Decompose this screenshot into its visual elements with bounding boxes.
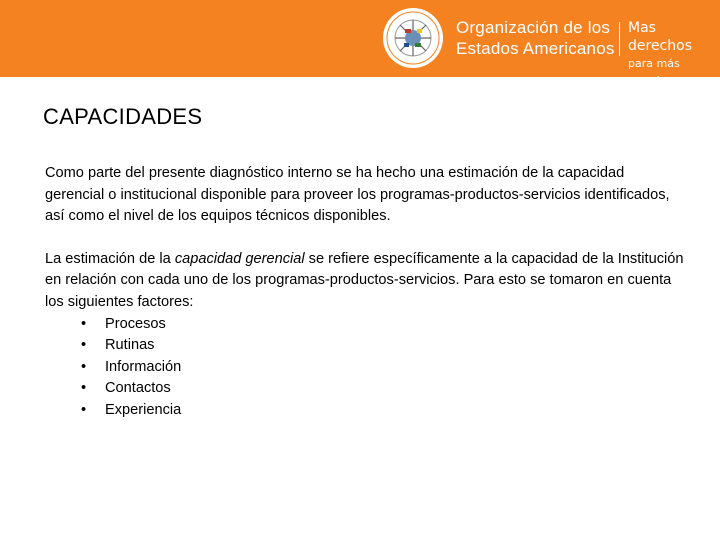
bullet-icon: •	[81, 337, 87, 354]
slogan-line1: Mas derechos	[628, 20, 692, 54]
oas-seal-icon	[382, 7, 444, 69]
page-title: CAPACIDADES	[43, 104, 203, 129]
paragraph-2	[45, 249, 685, 314]
paragraph-1: Como parte del presente diagnóstico interno se ha hecho una estimación de la capacidad gerencial o institucional disponible para proveer los programas-productos-servicios identificados, así como el nivel de los equipos técnicos disponibles.	[45, 165, 670, 225]
list-item-label: Procesos	[105, 315, 166, 332]
slogan-line2a: para más	[628, 57, 680, 70]
slogan	[628, 19, 720, 93]
list-item-label: Rutinas	[105, 337, 155, 354]
list-item-label: Experiencia	[105, 401, 182, 418]
header-divider	[619, 22, 620, 56]
org-name-line2: Estados Americanos	[456, 39, 615, 58]
list-item-label: Información	[105, 358, 182, 375]
list-item	[45, 314, 685, 336]
bullet-icon: •	[81, 315, 87, 332]
organization-name	[456, 17, 615, 59]
slogan-line2b: gente	[628, 73, 672, 91]
list-item	[45, 400, 685, 422]
paragraph-2-after: se refiere específicamente a la capacidad de la Institución en relación con cada uno de los programas-productos-servicios. Para esto se tomaron en cuenta los siguientes factores:	[45, 250, 684, 310]
list-item	[45, 335, 685, 357]
list-item	[45, 378, 685, 400]
bullet-icon: •	[81, 380, 87, 397]
org-name-line1: Organización de los	[456, 18, 611, 37]
header-banner	[0, 0, 720, 91]
bullet-icon: •	[81, 401, 87, 418]
paragraph-2-before: La estimación de la	[45, 250, 175, 267]
body-text	[45, 163, 685, 422]
bullet-icon: •	[81, 358, 87, 375]
list-item	[45, 357, 685, 379]
paragraph-2-emphasis: capacidad gerencial	[174, 250, 305, 267]
factors-list	[45, 314, 685, 422]
list-item-label: Contactos	[105, 380, 171, 397]
